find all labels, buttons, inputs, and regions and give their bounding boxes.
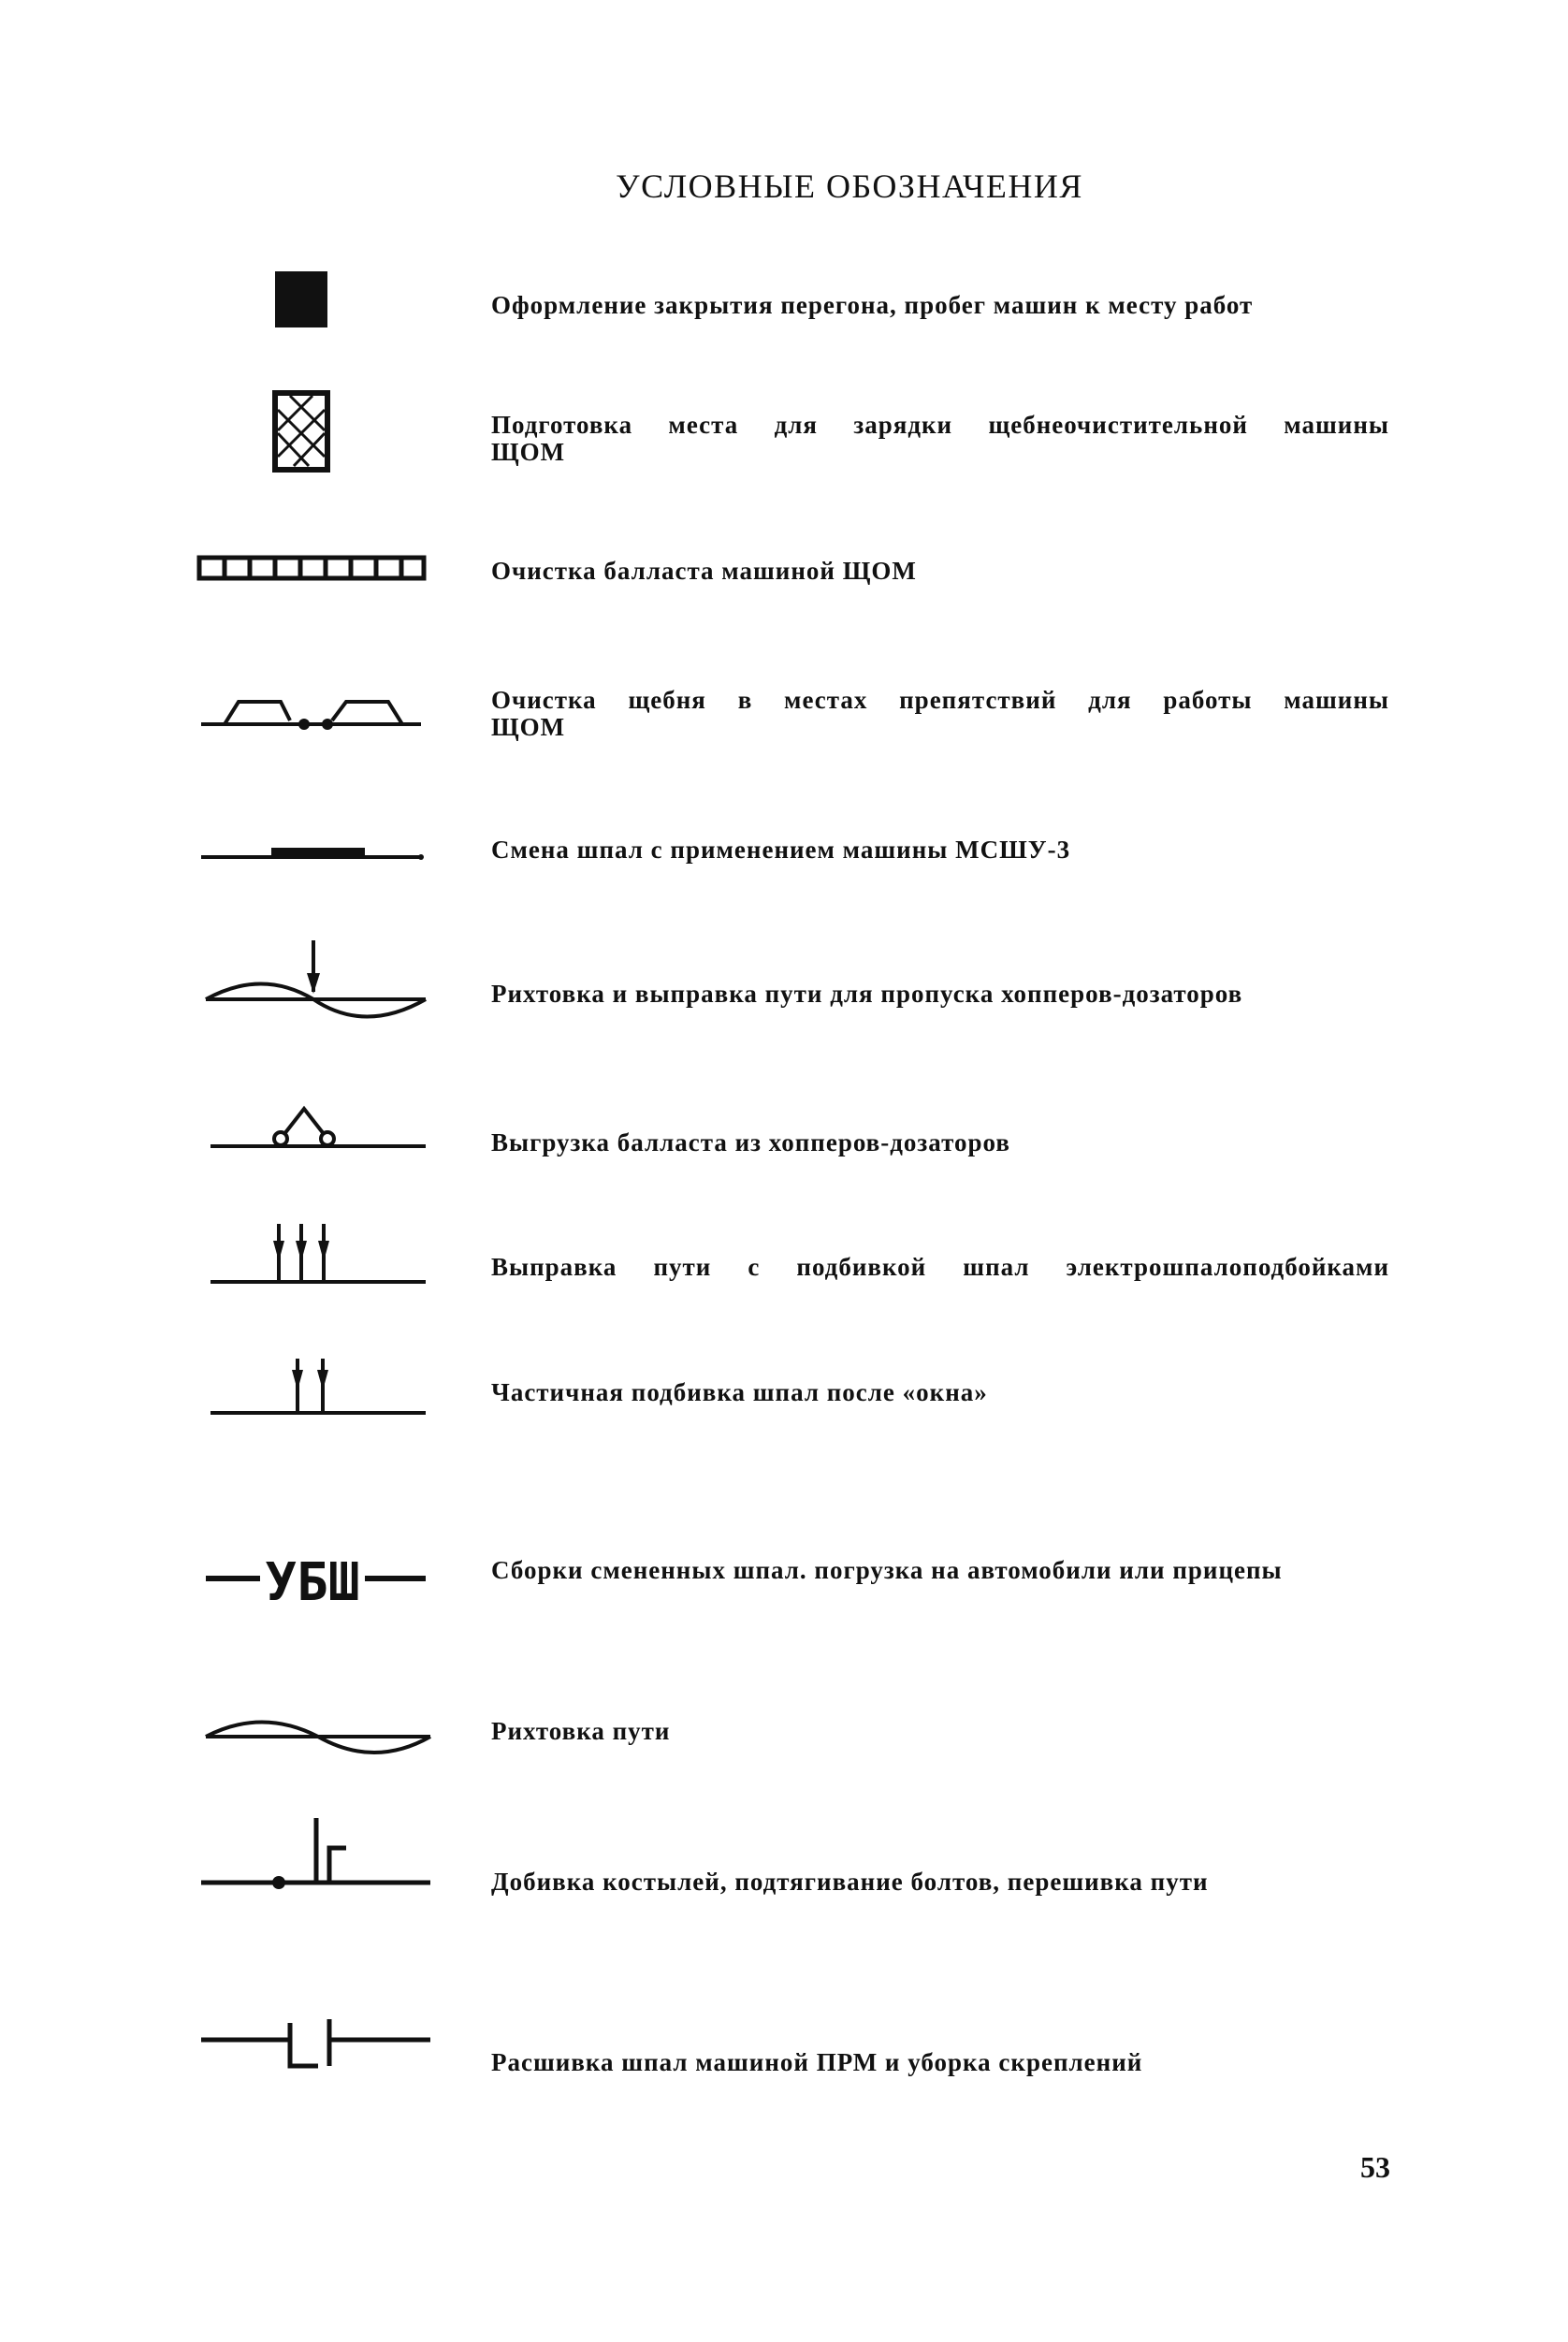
bracket-symbol-icon — [196, 2012, 440, 2077]
crosshatched-rectangle-icon — [196, 391, 440, 475]
legend-text: Рихтовка и выправка пути для пропуска хопперов-дозаторов — [491, 980, 1243, 1008]
wave-icon — [196, 1703, 440, 1768]
page-title: УСЛОВНЫЕ ОБОЗНАЧЕНИЯ — [616, 167, 1083, 205]
legend-text: Добивка костылей, подтягивание болтов, перешивка пути — [491, 1868, 1209, 1896]
legend-text: Очистка щебня в местах препятствий для работы машины — [491, 686, 1389, 714]
wave-with-arrow-icon — [196, 936, 440, 1039]
legend-text: Выгрузка балласта из хопперов-дозаторов — [491, 1128, 1010, 1156]
legend-text-cont: ЩОМ — [491, 713, 566, 741]
ubsh-label: УБШ — [265, 1552, 360, 1613]
legend-text: Очистка балласта машиной ЩОМ — [491, 557, 917, 585]
triangle-with-wheels-icon — [196, 1090, 440, 1156]
three-arrows-down-icon — [196, 1216, 440, 1291]
legend-text: Расшивка шпал машиной ПРМ и уборка скреплений — [491, 2048, 1143, 2076]
legend-text: Выправка пути с подбивкой шпал электрошпалоподбойками — [491, 1253, 1389, 1281]
chain-bar-icon — [196, 554, 440, 591]
filled-square-icon — [196, 271, 440, 337]
legend-text: Смена шпал с применением машины МСШУ-3 — [491, 836, 1071, 864]
legend-text: Рихтовка пути — [491, 1717, 671, 1745]
dot-and-hook-icon — [196, 1811, 440, 1895]
page-number: 53 — [1360, 2150, 1390, 2184]
legend-text: Оформление закрытия перегона, пробег машин к месту работ — [491, 291, 1254, 319]
thick-line-segment-icon — [196, 831, 440, 868]
legend-text: Подготовка места для зарядки щебнеочистительной машины — [491, 411, 1389, 439]
legend-text: Сборки смененных шпал. погрузка на автомобили или прицепы — [491, 1556, 1283, 1584]
ubsh-label-icon — [196, 1535, 440, 1613]
two-arrows-down-icon — [196, 1347, 440, 1422]
legend-text: Частичная подбивка шпал после «окна» — [491, 1378, 988, 1406]
trapezoids-with-dots-icon — [196, 683, 440, 739]
legend-text-cont: ЩОМ — [491, 438, 566, 466]
